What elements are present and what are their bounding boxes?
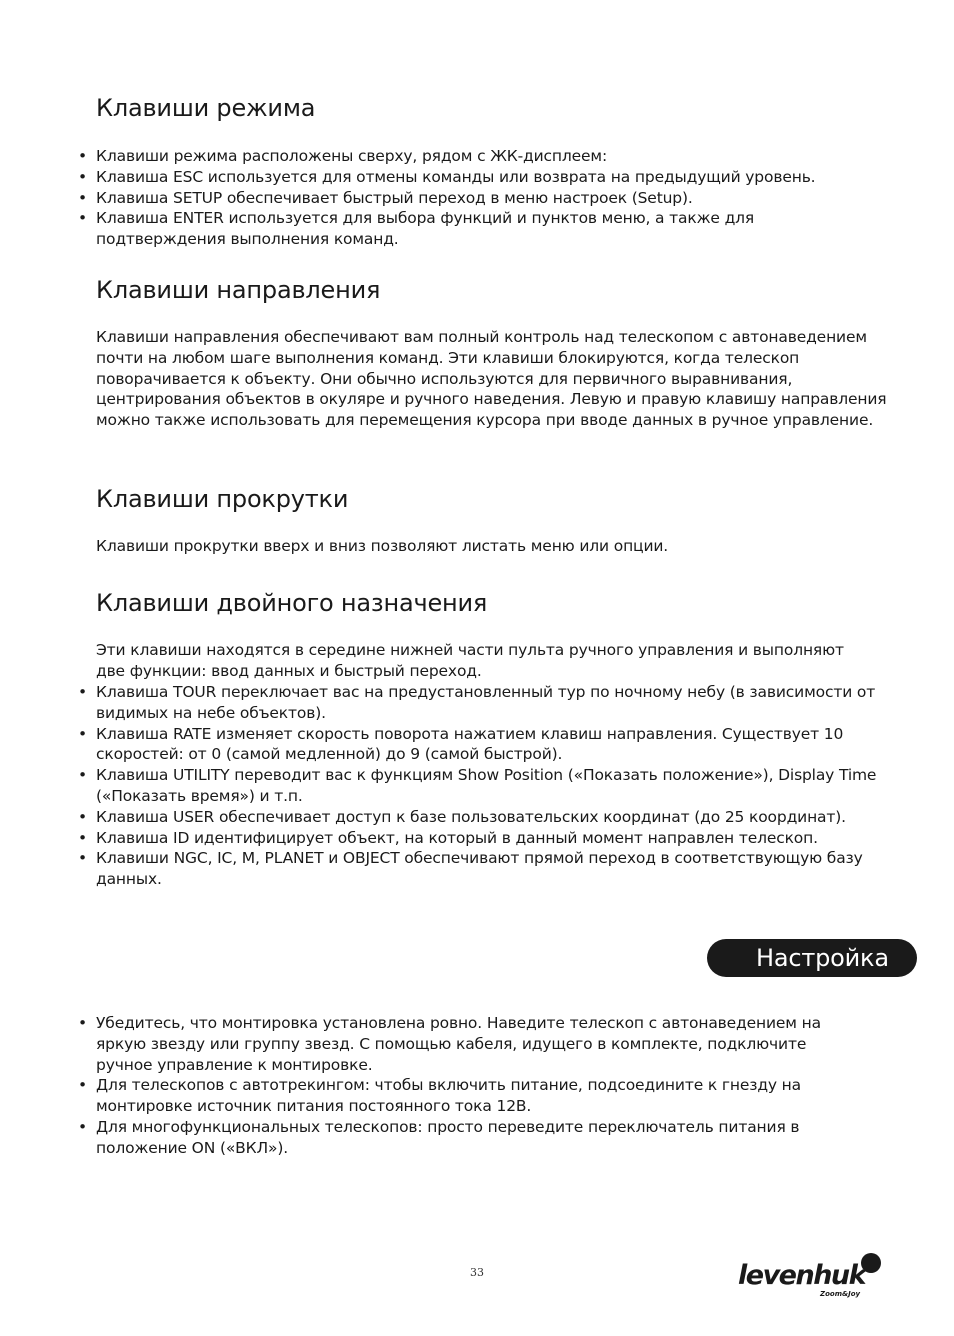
list-item: • Для многофункциональных телескопов: просто переведите переключатель питания в положение ON («ВКЛ»).	[96, 1117, 856, 1159]
list-item: • Клавиша ESC используется для отмены команды или возврата на предыдущий уровень.	[96, 167, 896, 188]
list-item: • Для телескопов с автотрекингом: чтобы включить питание, подсоедините к гнезду на монтировке источник питания постоянного тока 12В.	[96, 1075, 856, 1117]
list-item: • Клавиша RATE изменяет скорость поворота нажатием клавиш направления. Существует 10 скоростей: от 0 (самой медленной) до 9 (самой быстрой).	[96, 724, 886, 766]
list-item: • Клавиша ENTER используется для выбора функций и пунктов меню, а также для подтверждения выполнения команд.	[96, 208, 756, 250]
logo-tagline: Zoom&Joy	[820, 1290, 861, 1298]
list-item: • Клавиши режима расположены сверху, рядом с ЖК-дисплеем:	[96, 146, 896, 167]
dual-keys-intro: Эти клавиши находятся в середине нижней части пульта ручного управления и выполняют две функции: ввод данных и быстрый переход.	[96, 641, 844, 680]
dual-keys-list	[96, 682, 886, 890]
section-badge-setup: Настройка	[707, 939, 917, 977]
section-title-mode-keys: Клавиши режима	[96, 94, 316, 122]
scroll-keys-text: Клавиши прокрутки вверх и вниз позволяют листать меню или опции.	[96, 537, 669, 555]
section-title-dual-keys: Клавиши двойного назначения	[96, 589, 488, 617]
list-item: • Клавиша ID идентифицирует объект, на который в данный момент направлен телескоп.	[96, 828, 886, 849]
section-title-scroll-keys: Клавиши прокрутки	[96, 485, 349, 513]
list-item: • Убедитесь, что монтировка установлена ровно. Наведите телескоп с автонаведением на яркую звезду или группу звезд. С помощью кабеля, идущего в комплекте, подключите ручное управление к монтировке.	[96, 1013, 856, 1075]
list-item: • Клавиша TOUR переключает вас на предустановленный тур по ночному небу (в зависимости от видимых на небе объектов).	[96, 682, 886, 724]
setup-list	[96, 1013, 856, 1159]
list-item: • Клавиша USER обеспечивает доступ к базе пользовательских координат (до 25 координат).	[96, 807, 886, 828]
page-number: 33	[470, 1266, 484, 1279]
section-title-direction-keys: Клавиши направления	[96, 276, 381, 304]
direction-keys-text: Клавиши направления обеспечивают вам полный контроль над телескопом с автонаведением почти на любом шаге выполнения команд. Эти клавиши блокируются, когда телескоп поворачивается к объекту. Они обычно используются для первичного выравнивания, центрирования объектов в окуляре и ручного наведения. Левую и правую клавишу направления можно также использовать для перемещения курсора при вводе данных в ручное управление.	[96, 328, 887, 430]
list-item: • Клавиши NGC, IC, M, PLANET и OBJECT обеспечивают прямой переход в соответствующую базу данных.	[96, 848, 866, 890]
mode-keys-list	[96, 146, 896, 250]
levenhuk-logo	[736, 1249, 886, 1301]
list-item: • Клавиша UTILITY переводит вас к функциям Show Position («Показать положение»), Display Time («Показать время») и т.п.	[96, 765, 886, 807]
list-item: • Клавиша SETUP обеспечивает быстрый переход в меню настроек (Setup).	[96, 188, 896, 209]
logo-wordmark: levenhuk	[738, 1260, 866, 1291]
